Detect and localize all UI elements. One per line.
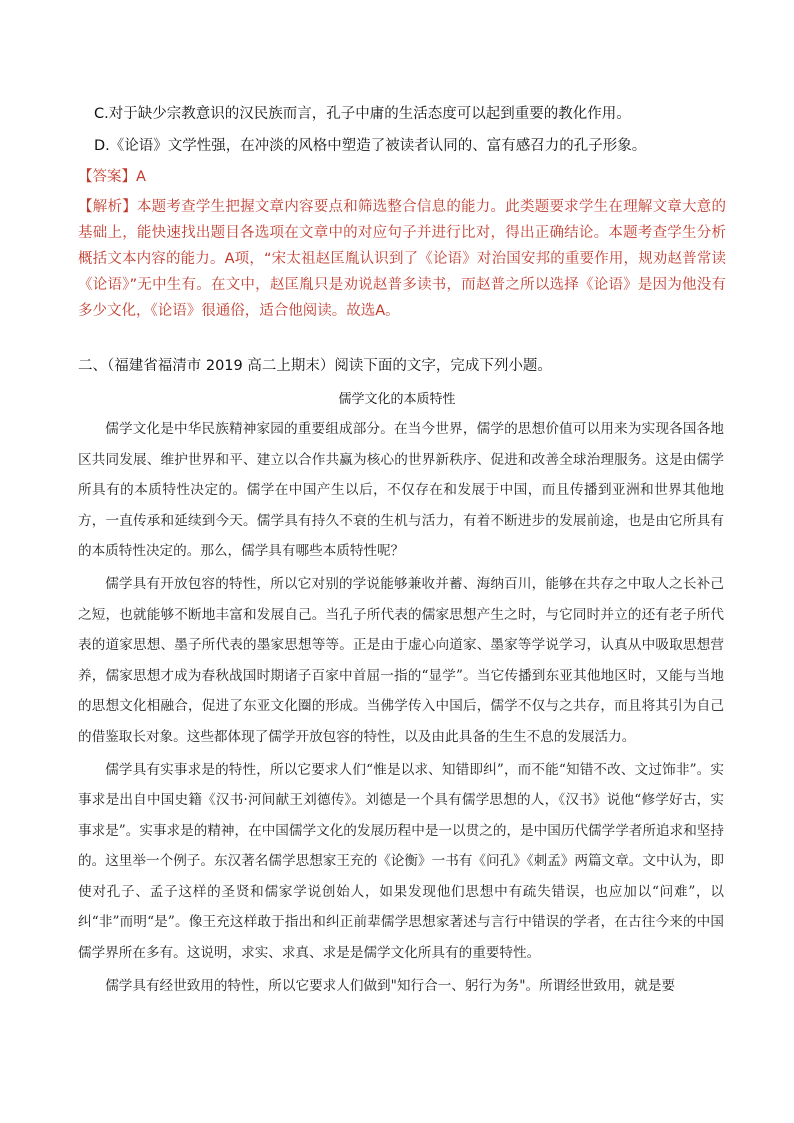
article-title: 儒学文化的本质特性 [338,392,456,407]
article-body [78,414,724,1004]
analysis-block [78,194,726,324]
answer-label: 【答案】 [78,169,136,185]
article-paragraph: 儒学具有实事求是的特性，所以它要求人们“惟是以求、知错即纠”，而不能“知错不改、文过饰非”。实事求是出自中国史籍《汉书·河间献王刘德传》。刘德是一个具有儒学思想的人，《汉书》说他“修学好古，实事求是”。实事求是的精神，在中国儒学文化的发展历程中是一以贯之的，是中国历代儒学学者所追求和坚持的。这里举一个例子。东汉著名儒学思想家王充的《论衡》一书有《问孔》《刺孟》两篇文章。文中认为，即使对孔子、孟子这样的圣贤和儒家学说创始人，如果发现他们思想中有疏失错误，也应加以“问难”，以纠“非”而明“是”。像王充这样敢于指出和纠正前辈儒学思想家著述与言行中错误的学者，在古往今来的中国儒学界所在多有。这说明，求实、求真、求是是儒学文化所具有的重要特性。 [78,761,724,961]
answer-value: A [136,169,146,185]
section-heading: 二、（福建省福清市 2019 高二上期末）阅读下面的文字，完成下列小题。 [78,358,552,374]
option-c: C.对于缺少宗教意识的汉民族而言，孔子中庸的生活态度可以起到重要的教化作用。 [94,106,631,122]
article-paragraph: 儒学文化是中华民族精神家园的重要组成部分。在当今世界，儒学的思想价值可以用来为实现各国各地区共同发展、维护世界和平、建立以合作共赢为核心的世界新秩序、促进和改善全球治理服务。这是由儒学所具有的本质特性决定的。儒学在中国产生以后，不仅存在和发展于中国，而且传播到亚洲和世界其他地方，一直传承和延续到今天。儒学具有持久不衰的生机与活力，有着不断进步的发展前途，也是由它所具有的本质特性决定的。那么，儒学具有哪些本质特性呢？ [78,421,724,559]
analysis-text: 本题考查学生把握文章内容要点和筛选整合信息的能力。此类题要求学生在理解文章大意的基础上，能快速找出题目各选项在文章中的对应句子并进行比对，得出正确结论。本题考查学生分析概括文本内容的能力。A项，“宋太祖赵匡胤认识到了《论语》对治国安邦的重要作用，规劝赵普常读《论语》”无中生有。在文中，赵匡胤只是劝说赵普多读书，而赵普之所以选择《论语》是因为他没有多少文化，《论语》很通俗，适合他阅读。故选A。 [78,199,727,319]
analysis-label: 【解析】 [78,199,137,215]
answer-line [78,167,146,187]
article-paragraph: 儒学具有经世致用的特性，所以它要求人们做到"知行合一、躬行为务"。所谓经世致用，就是要 [105,977,676,994]
option-d: D.《论语》文学性强，在冲淡的风格中塑造了被读者认同的、富有感召力的孔子形象。 [94,138,647,154]
article-paragraph: 儒学具有开放包容的特性，所以它对别的学说能够兼收并蓄、海纳百川，能够在共存之中取人之长补己之短，也就能够不断地丰富和发展自己。当孔子所代表的儒家思想产生之时，与它同时并立的还有老子所代表的道家思想、墨子所代表的墨家思想等等。正是由于虚心向道家、墨家等学说学习，认真从中吸取思想营养，儒家思想才成为春秋战国时期诸子百家中首屈一指的“显学”。当它传播到东亚其他地区时，又能与当地的思想文化相融合，促进了东亚文化圈的形成。当佛学传入中国后，儒学不仅与之共存，而且将其引为自己的借鉴取长对象。这些都体现了儒学开放包容的特性，以及由此具备的生生不息的发展活力。 [78,576,724,745]
